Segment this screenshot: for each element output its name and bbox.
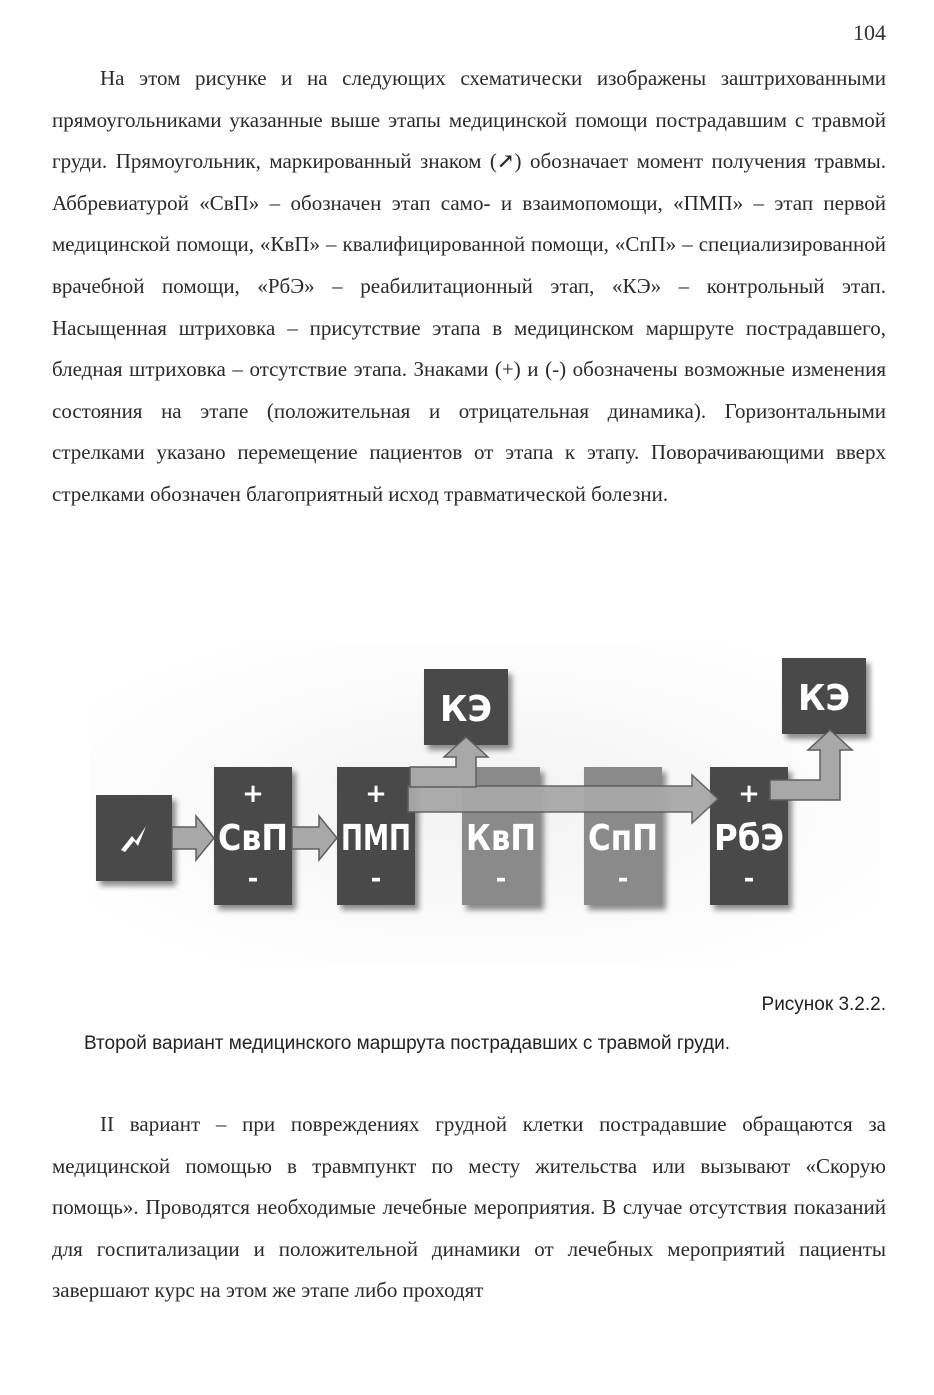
stage-minus-sign: - xyxy=(743,864,755,894)
stage-label: КвП xyxy=(466,818,536,859)
injury-box xyxy=(96,795,172,881)
page-number: 104 xyxy=(853,20,886,45)
stage-minus-sign: - xyxy=(617,864,629,894)
route-diagram xyxy=(0,625,934,985)
stage-label: СпП xyxy=(588,818,658,859)
paragraph-1 xyxy=(52,58,886,516)
control-label: КЭ xyxy=(440,689,492,730)
stage-label: РбЭ xyxy=(714,818,784,859)
stage-minus-sign: - xyxy=(370,864,382,894)
paragraph-2-text: II вариант – при повреждениях грудной клетки пострадавшие обращаются за медицинской помощью в травмпункт по месту жительства или вызывают «Скорую помощь». Проводятся необходимые лечебные мероприятия. В случае отсутствия показаний для госпитализации и положительной динамики от лечебных мероприятий пациенты завершают курс на этом же этапе либо проходят xyxy=(52,1112,886,1302)
stage-plus-sign: + xyxy=(242,779,264,809)
control-label: КЭ xyxy=(798,678,850,719)
figure-caption-title: Второй вариант медицинского маршрута пострадавших с травмой груди. xyxy=(84,1033,730,1054)
paragraph-1-text-b: ) обозначает момент получения травмы. Аббревиатурой «СвП» – обозначен этап само- и взаимопомощи, «ПМП» – этап первой медицинской помощи, «КвП» – квалифицированной помощи, «СпП» – специализированной врачебной помощи, «РбЭ» – реабилитационный этап, «КЭ» – контрольный этап. Насыщенная штриховка – присутствие этапа в медицинском маршруте пострадавшего, бледная штриховка – отсутствие этапа. Знаками (+) и (-) обозначены возможные изменения состояния на этапе (положительная и отрицательная динамика). Горизонтальными стрелками указано перемещение пациентов от этапа к этапу. Поворачивающими вверх стрелками обозначен благоприятный исход травматической болезни. xyxy=(52,149,886,506)
paragraph-1-text-a: На этом рисунке и на следующих схематически изображены заштрихованными прямоугольниками указанные выше этапы медицинской помощи пострадавшим с травмой груди. Прямоугольник, маркированный знаком ( xyxy=(52,66,886,174)
stage-minus-sign: - xyxy=(495,864,507,894)
stage-minus-sign: - xyxy=(247,864,259,894)
stage-plus-sign: + xyxy=(365,779,387,809)
paragraph-2 xyxy=(52,1104,886,1312)
stage-plus-sign: + xyxy=(738,779,760,809)
lightning-symbol-icon: ↗ xyxy=(496,149,515,174)
figure-caption-number: Рисунок 3.2.2. xyxy=(761,994,886,1015)
stage-label: СвП xyxy=(218,818,288,859)
stage-label: ПМП xyxy=(341,818,411,859)
